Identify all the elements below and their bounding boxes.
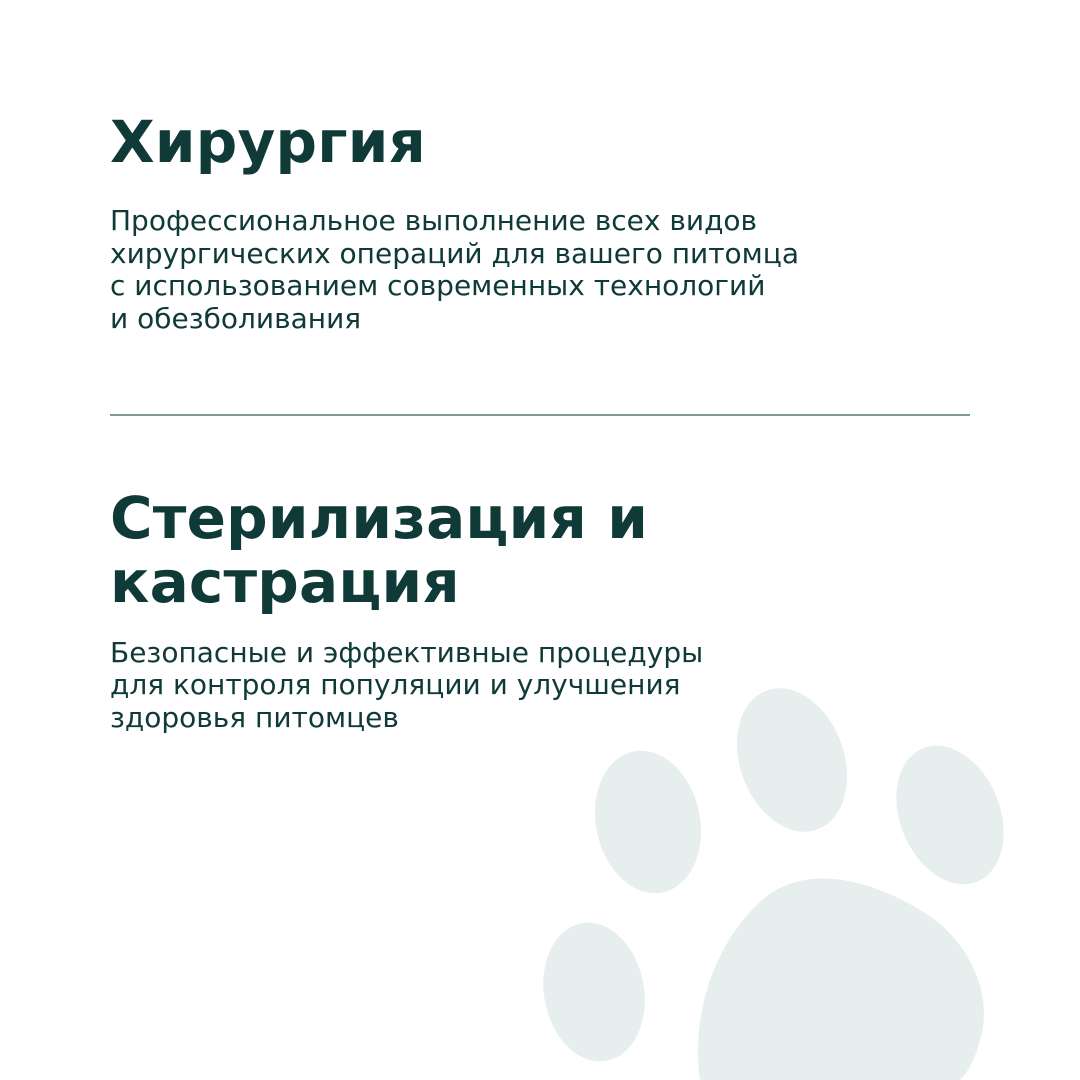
paw-toe-pad-2 — [877, 730, 1024, 901]
surgery-description-line: Профессиональное выполнение всех видов — [110, 203, 758, 237]
sterilization-section — [110, 484, 970, 735]
sterilization-description-line: для контроля популяции и улучшения — [110, 668, 681, 702]
sterilization-description-line: здоровья питомцев — [110, 701, 399, 735]
paw-toe-pad-4 — [533, 914, 656, 1069]
surgery-description-line: с использованием современных технологий — [110, 269, 766, 303]
sterilization-title: Стерилизация и кастрация — [110, 484, 649, 616]
sterilization-description — [110, 637, 970, 735]
sterilization-description-line: Безопасные и эффективные процедуры — [110, 635, 704, 669]
surgery-title: Хирургия — [110, 108, 426, 176]
paw-main-pad — [698, 878, 984, 1080]
paw-toe-pad-3 — [582, 741, 714, 903]
surgery-description — [110, 205, 970, 336]
surgery-description-line: и обезболивания — [110, 302, 362, 336]
section-divider — [110, 414, 970, 416]
surgery-description-line: хирургических операций для вашего питомца — [110, 236, 800, 270]
surgery-section — [110, 108, 970, 336]
